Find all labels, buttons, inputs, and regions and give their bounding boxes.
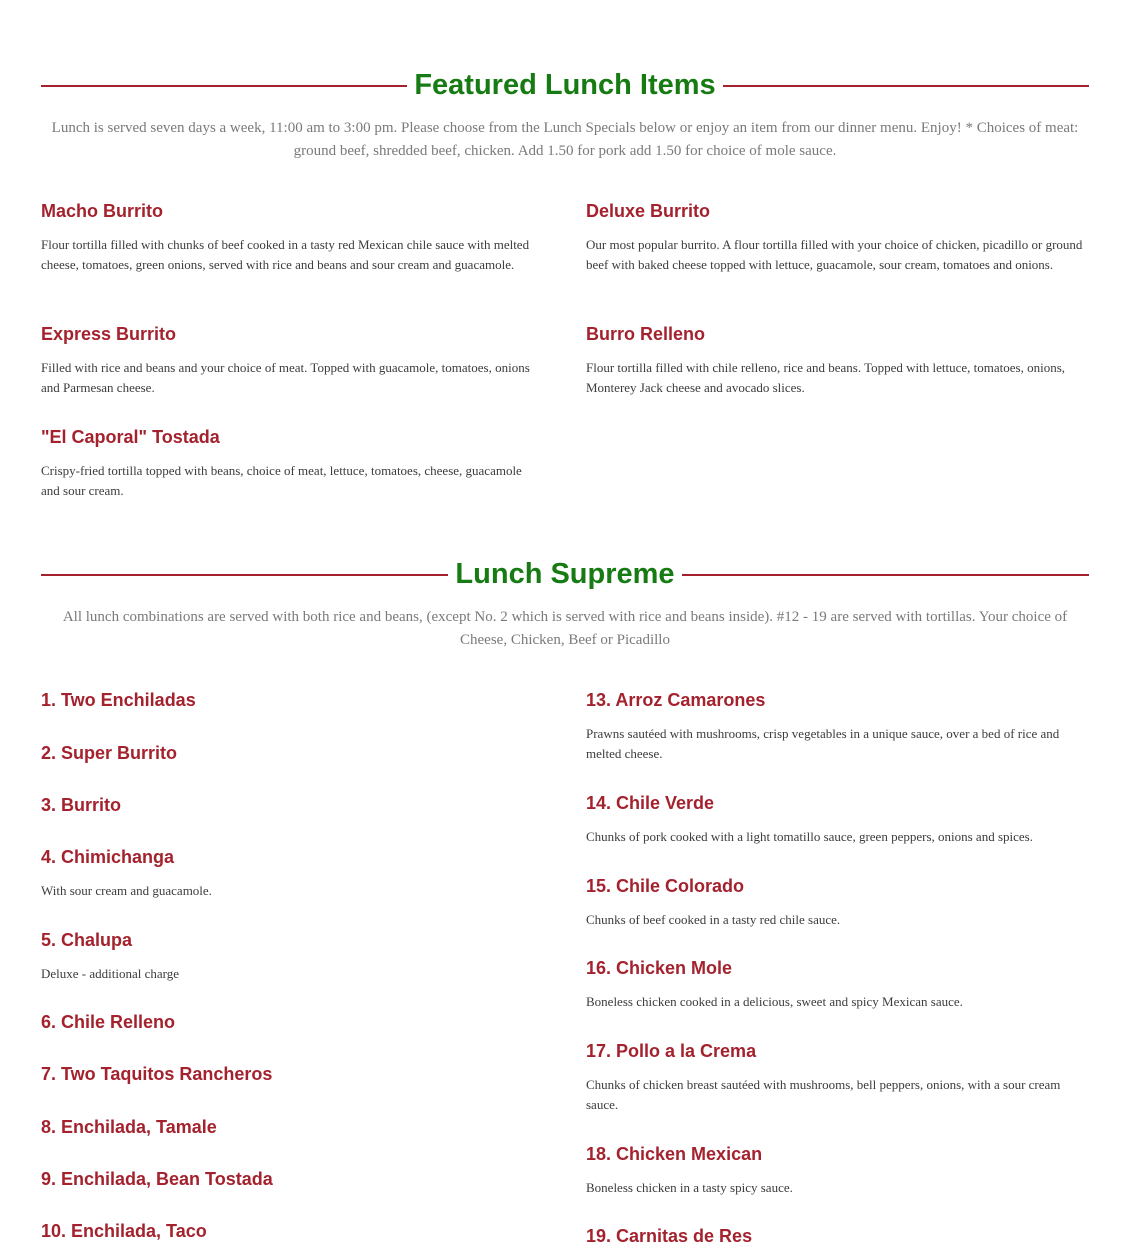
featured-heading-bar <box>41 65 1089 105</box>
item-description: Chunks of chicken breast sautéed with mushrooms, bell peppers, onions, with a sour cream sauce. <box>586 1077 1061 1112</box>
item-title: 5. Chalupa <box>41 930 133 950</box>
menu-item <box>41 928 541 984</box>
item-title: 16. Chicken Mole <box>586 958 733 978</box>
item-description: Deluxe - additional charge <box>41 966 180 981</box>
item-title: 8. Enchilada, Tamale <box>41 1117 217 1137</box>
menu-item <box>586 874 1089 930</box>
menu-item <box>586 199 1089 275</box>
item-description: Prawns sautéed with mushrooms, crisp vegetables in a unique sauce, over a bed of rice and melted cheese. <box>586 726 1060 761</box>
item-title: 9. Enchilada, Bean Tostada <box>41 1169 273 1189</box>
menu-item <box>41 1115 217 1139</box>
supreme-section <box>41 554 1089 1246</box>
supreme-heading: Lunch Supreme <box>448 554 681 594</box>
item-title: 6. Chile Relleno <box>41 1012 176 1032</box>
item-title: 15. Chile Colorado <box>586 876 745 896</box>
item-description: Chunks of pork cooked with a light tomatillo sauce, green peppers, onions and spices. <box>586 829 1033 844</box>
menu-item <box>586 1224 1089 1248</box>
item-description: With sour cream and guacamole. <box>41 883 212 898</box>
menu-item <box>41 793 121 817</box>
item-title: 7. Two Taquitos Rancheros <box>41 1064 273 1084</box>
item-title: 14. Chile Verde <box>586 793 715 813</box>
featured-section <box>41 65 1089 498</box>
item-description: Filled with rice and beans and your choice of meat. Topped with guacamole, tomatoes, onions and Parmesan cheese. <box>41 360 530 395</box>
supreme-heading-bar <box>41 554 1089 594</box>
menu-item <box>41 845 541 901</box>
item-title: 3. Burrito <box>41 795 122 815</box>
item-title: Deluxe Burrito <box>586 201 711 221</box>
item-title: 2. Super Burrito <box>41 743 178 763</box>
item-description: Boneless chicken cooked in a delicious, sweet and spicy Mexican sauce. <box>586 994 963 1009</box>
item-title: 10. Enchilada, Taco <box>41 1221 207 1241</box>
item-title: Burro Relleno <box>586 324 706 344</box>
item-description: Flour tortilla filled with chile relleno, rice and beans. Topped with lettuce, tomatoes, onions, Monterey Jack cheese and avocado slices. <box>586 360 1066 395</box>
menu-item <box>41 1167 273 1191</box>
featured-heading: Featured Lunch Items <box>407 65 722 105</box>
menu-item <box>41 199 541 275</box>
item-title: 1. Two Enchiladas <box>41 690 196 710</box>
item-description: Our most popular burrito. A flour tortilla filled with your choice of chicken, picadillo or ground beef with baked cheese topped with lettuce, guacamole, sour cream, tomatoes and onions. <box>586 237 1083 272</box>
item-description: Chunks of beef cooked in a tasty red chile sauce. <box>586 912 841 927</box>
menu-item <box>41 1219 207 1243</box>
item-title: Macho Burrito <box>41 201 164 221</box>
item-title: 18. Chicken Mexican <box>586 1144 763 1164</box>
menu-item <box>41 688 196 712</box>
item-title: 4. Chimichanga <box>41 847 175 867</box>
menu-item <box>41 322 541 398</box>
menu-item <box>41 1062 272 1086</box>
featured-intro: Lunch is served seven days a week, 11:00 am to 3:00 pm. Please choose from the Lunch Specials below or enjoy an item from our dinner menu. Enjoy! * Choices of meat: ground beef, shredded beef, chicken. Add 1.50 for pork add 1.50 for choice of mole sauce. <box>51 120 1079 159</box>
menu-item <box>41 425 541 501</box>
menu-item <box>586 322 1089 398</box>
item-title: 17. Pollo a la Crema <box>586 1041 757 1061</box>
menu-item <box>586 688 1089 764</box>
menu-item <box>41 1010 175 1034</box>
item-title: "El Caporal" Tostada <box>41 427 220 447</box>
item-description: Crispy-fried tortilla topped with beans, choice of meat, lettuce, tomatoes, cheese, guacamole and sour cream. <box>41 463 522 498</box>
item-description: Flour tortilla filled with chunks of beef cooked in a tasty red Mexican chile sauce with melted cheese, tomatoes, green onions, served with rice and beans and sour cream and guacamole. <box>41 237 530 272</box>
menu-item <box>586 1039 1089 1115</box>
item-description: Boneless chicken in a tasty spicy sauce. <box>586 1180 793 1195</box>
menu-item <box>586 1142 1089 1198</box>
menu-item <box>586 791 1089 847</box>
item-title: Express Burrito <box>41 324 177 344</box>
menu-item <box>586 956 1089 1012</box>
supreme-intro: All lunch combinations are served with both rice and beans, (except No. 2 which is served with rice and beans inside). #12 - 19 are served with tortillas. Your choice of Cheese, Chicken, Beef or Picadillo <box>62 609 1068 648</box>
item-title: 19. Carnitas de Res <box>586 1226 753 1246</box>
item-title: 13. Arroz Camarones <box>586 690 766 710</box>
menu-item <box>41 741 177 765</box>
